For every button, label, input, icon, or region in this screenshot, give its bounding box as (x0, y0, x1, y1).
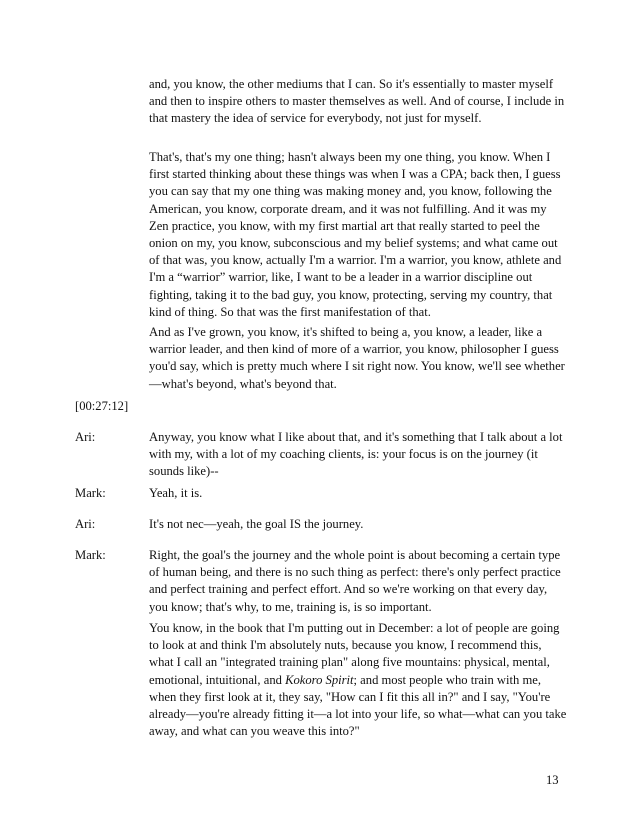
paragraph-grown (149, 324, 569, 393)
paragraph-book (149, 620, 569, 740)
paragraph-continuation (149, 76, 569, 128)
paragraph: Anyway, you know what I like about that, and it's something that I talk about a lot with my, with a lot of my coaching clients, is: your focus is on the journey (it sounds like)-- (149, 430, 563, 479)
page-number: 13 (546, 773, 559, 787)
timestamp: [00:27:12] (75, 399, 129, 413)
turn-text (149, 516, 569, 533)
italic-term: Kokoro Spirit (285, 672, 354, 687)
speaker-label: Ari: (75, 517, 96, 531)
paragraph: It's not nec—yeah, the goal IS the journey. (149, 517, 364, 531)
paragraph (149, 620, 569, 740)
speaker-label: Mark: (75, 548, 106, 562)
text-run: You know, in the book that I'm putting out in December: a lot of people are going to look at and think I'm absolutely nuts, because you know, I recommend this, what I call an "integrated training plan" along five mountains: physical, mental, emotional, intuitional, and (149, 621, 560, 687)
paragraph: Right, the goal's the journey and the whole point is about becoming a certain type of human being, and there is no such thing as perfect: there's only perfect practice and perfect training and perfect effort. And so we're working on that every day, you know; that's why, to me, training is, is so important. (149, 548, 561, 614)
speaker-label: Mark: (75, 486, 106, 500)
paragraph: And as I've grown, you know, it's shifted to being a, you know, a leader, like a warrior leader, and then kind of more of a warrior, you know, philosopher I guess you'd say, which is pretty much where I sit right now. You know, we'll see whether—what's beyond, what's beyond that. (149, 325, 565, 391)
text-run: ; and most people who train with me, when they first look at it, they say, "How can I fit this all in?" and I say, "You're already—you're already fitting it—a lot into your life, so what—what can you take away, and what can you weave this into?" (149, 672, 567, 739)
turn-text (149, 485, 569, 502)
paragraph: That's, that's my one thing; hasn't always been my one thing, you know. When I first started thinking about these things was when I was a CPA; back then, I guess you can say that my one thing was making money and, you know, following the American, you know, corporate dream, and it was not fulfilling. And it was my Zen practice, you know, with my first martial art that really started to peel the onion on my, you know, subconscious and my belief systems; and what came out of that was, you know, actually I'm a warrior. I'm a warrior, you know, athlete and I'm a “warrior” warrior, like, I want to be a leader in a warrior discipline out fighting, taking it to the bad guy, you know, protecting, serving my country, that kind of thing. So that was the first manifestation of that. (149, 150, 562, 319)
speaker-label: Ari: (75, 430, 96, 444)
paragraph: Yeah, it is. (149, 486, 203, 500)
turn-text (149, 547, 569, 616)
paragraph-one-thing (149, 149, 569, 321)
turn-text (149, 429, 569, 481)
paragraph: and, you know, the other mediums that I can. So it's essentially to master myself and then to inspire others to master themselves as well. And of course, I include in that mastery the idea of service for everybody, not just for myself. (149, 77, 565, 126)
